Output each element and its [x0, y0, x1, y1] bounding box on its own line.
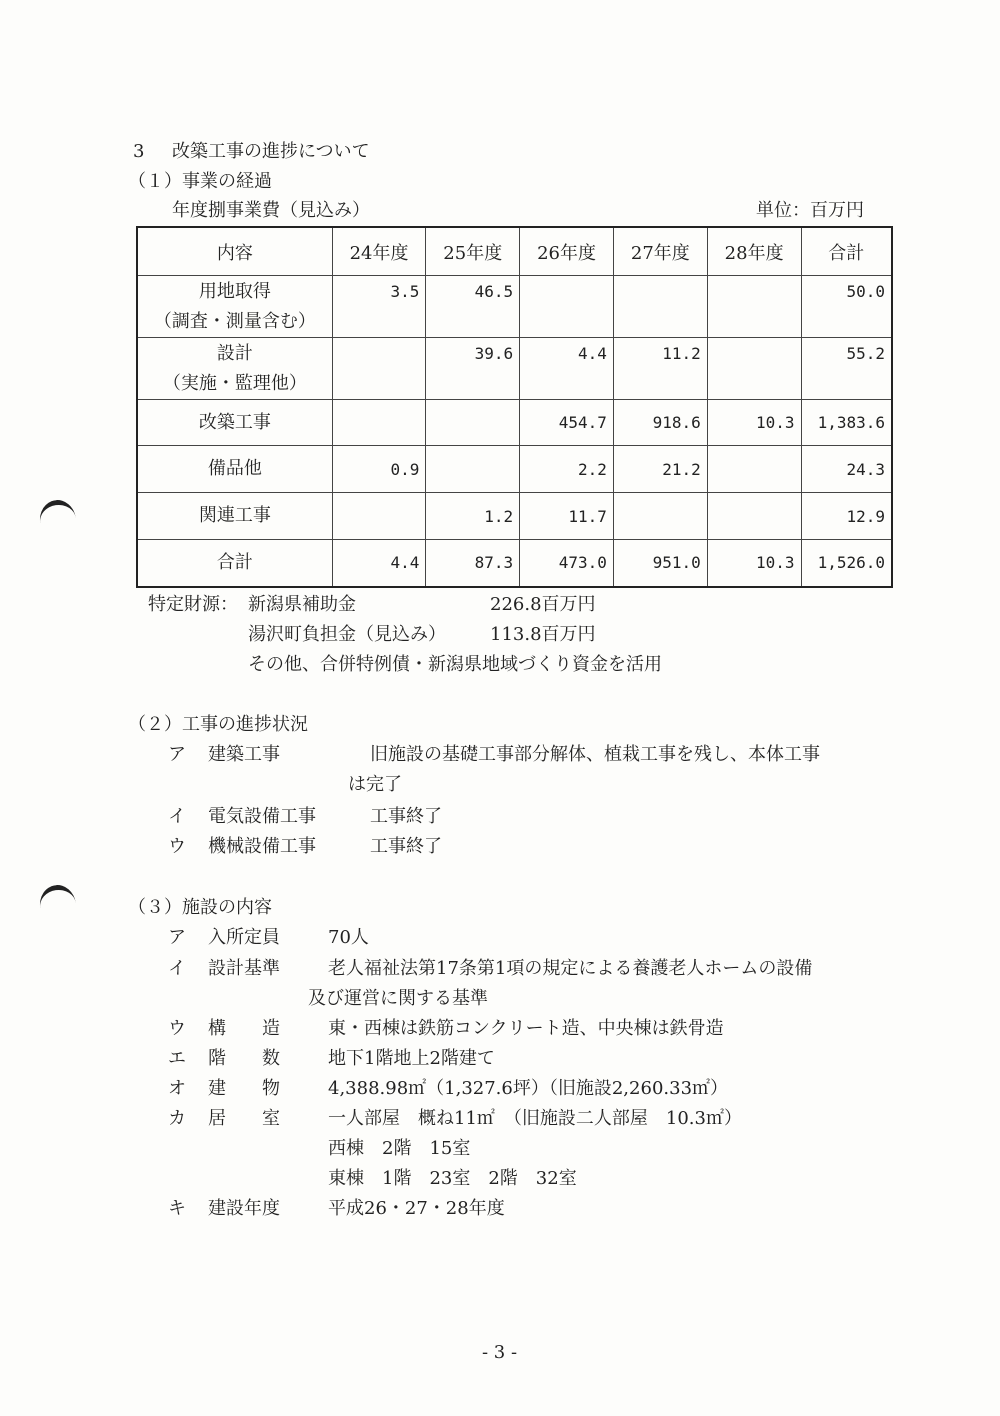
value-cell: 11.7	[520, 493, 614, 540]
section-title: 改築工事の進捗について	[172, 141, 370, 162]
row-label: 関連工事	[137, 493, 332, 540]
row-label-cell	[137, 276, 332, 338]
item-text-cont: 東棟 1階 23室 2階 32室	[328, 1168, 577, 1189]
item-mark: ウ	[168, 836, 186, 857]
item-name: 建設年度	[208, 1198, 280, 1219]
section-number: 3	[133, 141, 145, 162]
value-cell: 21.2	[613, 446, 707, 493]
table-header-cell: 25年度	[426, 227, 520, 276]
value-cell	[707, 276, 801, 338]
value-cell: 46.5	[426, 276, 520, 338]
item-name: 階 数	[208, 1048, 280, 1069]
value-cell	[426, 446, 520, 493]
row-label: 合計	[137, 540, 332, 587]
item-text: 地下1階地上2階建て	[328, 1048, 495, 1069]
item-name: 設計基準	[208, 958, 280, 979]
item-name: 入所定員	[208, 927, 280, 948]
value-cell: 10.3	[707, 400, 801, 446]
item-name: 構 造	[208, 1018, 280, 1039]
value-cell: 1.2	[426, 493, 520, 540]
value-cell	[332, 338, 426, 400]
row-label-cell	[137, 338, 332, 400]
value-cell: 0.9	[332, 446, 426, 493]
sub1-heading: （１）事業の経過	[128, 171, 272, 192]
value-cell	[613, 493, 707, 540]
table-row	[137, 446, 892, 493]
item-text-cont: 及び運営に関する基準	[308, 988, 488, 1009]
item-name: 機械設備工事	[208, 836, 316, 857]
item-text: 70人	[328, 927, 369, 948]
value-cell	[613, 276, 707, 338]
budget-table	[136, 226, 893, 588]
item-text-cont: は完了	[348, 774, 402, 795]
item-text: 旧施設の基礎工事部分解体、植栽工事を残し、本体工事	[370, 744, 820, 765]
table-header-cell: 26年度	[520, 227, 614, 276]
value-cell	[332, 400, 426, 446]
item-text: 老人福祉法第17条第1項の規定による養護老人ホームの設備	[328, 958, 813, 979]
item-text-cont: 西棟 2階 15室	[328, 1138, 471, 1159]
value-cell: 10.3	[707, 540, 801, 587]
table-header-cell: 27年度	[613, 227, 707, 276]
row-label: 改築工事	[137, 400, 332, 446]
value-cell: 39.6	[426, 338, 520, 400]
funding-source-2: 湯沢町負担金（見込み）	[248, 624, 446, 645]
item-mark: カ	[168, 1108, 186, 1129]
funding-amount-1: 226.8百万円	[490, 594, 596, 615]
item-mark: イ	[168, 958, 186, 979]
item-text: 一人部屋 概ね11㎡ （旧施設二人部屋 10.3㎡）	[328, 1108, 742, 1129]
item-name: 居 室	[208, 1108, 280, 1129]
value-cell	[707, 493, 801, 540]
value-cell: 2.2	[520, 446, 614, 493]
value-cell: 454.7	[520, 400, 614, 446]
value-cell: 55.2	[801, 338, 892, 400]
value-cell	[426, 400, 520, 446]
item-text: 平成26・27・28年度	[328, 1198, 505, 1219]
value-cell	[707, 446, 801, 493]
item-text: 工事終了	[370, 806, 442, 827]
punch-hole-mark	[37, 883, 78, 929]
value-cell: 24.3	[801, 446, 892, 493]
value-cell	[520, 276, 614, 338]
table-header-cell: 28年度	[707, 227, 801, 276]
row-label: 用地取得	[198, 280, 271, 302]
value-cell	[332, 493, 426, 540]
row-sublabel: （調査・測量含む）	[153, 310, 316, 332]
value-cell: 87.3	[426, 540, 520, 587]
funding-source-1: 新潟県補助金	[248, 594, 356, 615]
value-cell: 4.4	[332, 540, 426, 587]
item-text: 4,388.98㎡（1,327.6坪）（旧施設2,260.33㎡）	[328, 1078, 729, 1099]
table-total-row	[137, 540, 892, 587]
sub3-heading: （３）施設の内容	[128, 897, 272, 918]
table-row	[137, 276, 892, 338]
table-row	[137, 493, 892, 540]
item-mark: オ	[168, 1078, 186, 1099]
value-cell: 4.4	[520, 338, 614, 400]
value-cell: 3.5	[332, 276, 426, 338]
item-name: 電気設備工事	[208, 806, 316, 827]
row-sublabel: （実施・監理他）	[162, 372, 307, 394]
sub2-heading: （２）工事の進捗状況	[128, 714, 308, 735]
item-name: 建 物	[208, 1078, 280, 1099]
item-name: 建築工事	[208, 744, 280, 765]
funding-other: その他、合併特例債・新潟県地域づくり資金を活用	[248, 654, 662, 675]
item-mark: ア	[168, 744, 186, 765]
table-row	[137, 338, 892, 400]
row-label: 設計	[216, 342, 253, 364]
funding-amount-2: 113.8百万円	[490, 624, 596, 645]
value-cell: 951.0	[613, 540, 707, 587]
value-cell: 12.9	[801, 493, 892, 540]
item-mark: エ	[168, 1048, 186, 1069]
table-header-cell: 24年度	[332, 227, 426, 276]
row-label: 備品他	[137, 446, 332, 493]
table-caption: 年度捌事業費（見込み）	[172, 200, 370, 221]
item-mark: キ	[168, 1198, 186, 1219]
funding-label: 特定財源：	[148, 594, 238, 615]
value-cell: 473.0	[520, 540, 614, 587]
item-text: 工事終了	[370, 836, 442, 857]
value-cell	[707, 338, 801, 400]
value-cell: 50.0	[801, 276, 892, 338]
table-header-row	[137, 227, 892, 276]
item-mark: ア	[168, 927, 186, 948]
table-row	[137, 400, 892, 446]
value-cell: 11.2	[613, 338, 707, 400]
item-text: 東・西棟は鉄筋コンクリート造、中央棟は鉄骨造	[328, 1018, 724, 1039]
item-mark: ウ	[168, 1018, 186, 1039]
value-cell: 1,526.0	[801, 540, 892, 587]
page-number: - 3 -	[482, 1342, 518, 1363]
punch-hole-mark	[37, 498, 78, 544]
unit-label: 単位：百万円	[756, 200, 864, 221]
table-header-cell: 合計	[801, 227, 892, 276]
value-cell: 1,383.6	[801, 400, 892, 446]
item-mark: イ	[168, 806, 186, 827]
table-header-cell: 内容	[137, 227, 332, 276]
value-cell: 918.6	[613, 400, 707, 446]
